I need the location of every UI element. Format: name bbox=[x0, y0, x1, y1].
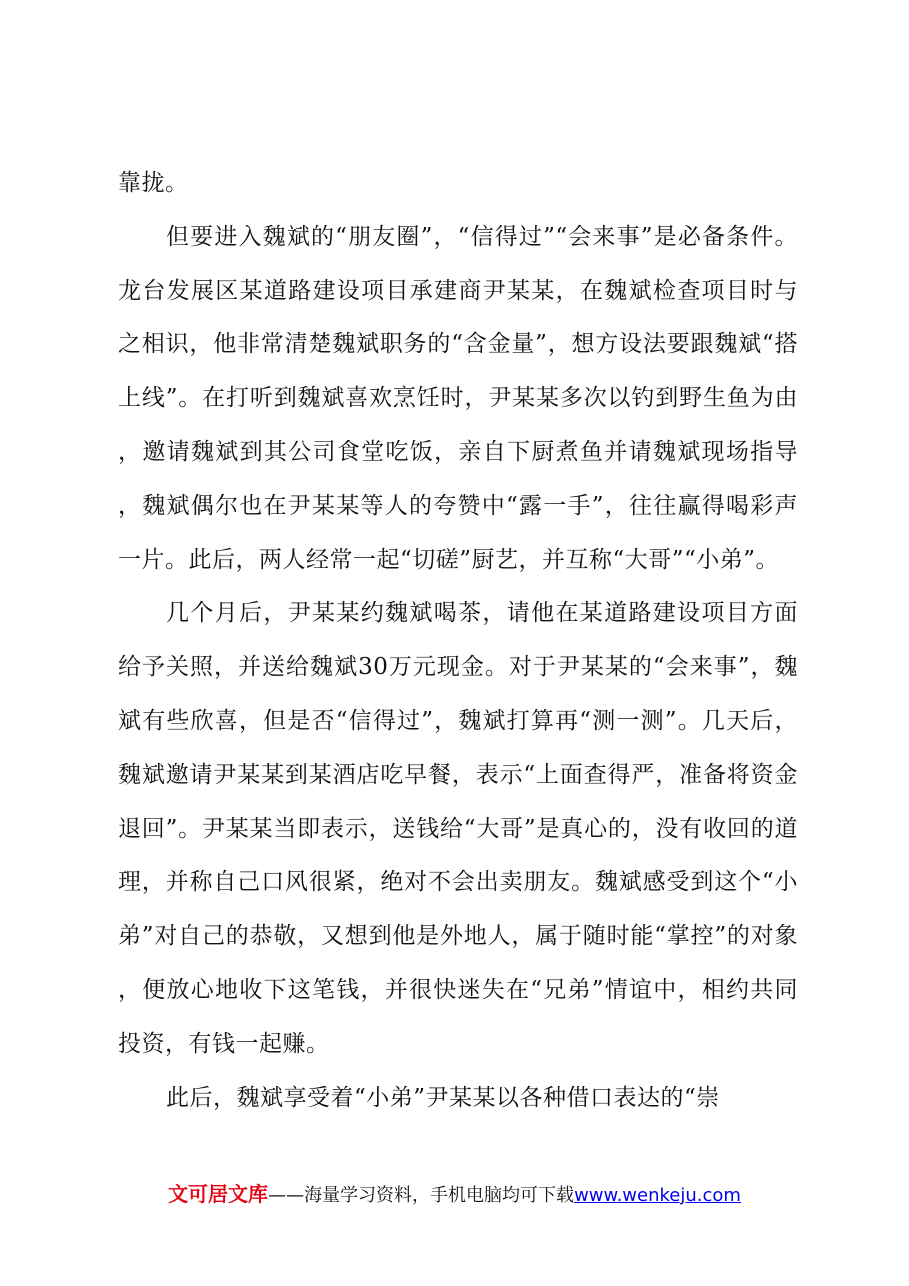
footer-slogan: ——海量学习资料，手机电脑均可下载 bbox=[268, 1185, 575, 1206]
document-body bbox=[118, 157, 798, 1125]
footer-url-link[interactable]: www.wenkeju.com bbox=[574, 1185, 741, 1206]
paragraph-4: 此后，魏斌享受着“小弟”尹某某以各种借口表达的“崇 bbox=[166, 1084, 720, 1111]
paragraph-1: 靠拢。 bbox=[118, 170, 189, 196]
paragraph-3: 几个月后，尹某某约魏斌喝茶，请他在某道路建设项目方面给予关照，并送给魏斌30万元现金。对于尹某某的“会来事”，魏斌有些欣喜，但是否“信得过”，魏斌打算再“测一测”。几天后，魏斌邀请尹某某到某酒店吃早餐，表示“上面查得严，准备将资金退回”。尹某某当即表示，送钱给“大哥”是真心的，没有收回的道理，并称自己口风很紧，绝对不会出卖朋友。魏斌感受到这个“小弟”对自己的恭敬，又想到他是外地人，属于随时能“掌控”的对象，便放心地收下这笔钱，并很快迷失在“兄弟”情谊中，相约共同投资，有钱一起赚。 bbox=[118, 600, 798, 1057]
page-footer bbox=[0, 1180, 909, 1210]
paragraph-2: 但要进入魏斌的“朋友圈”，“信得过”“会来事”是必备条件。龙台发展区某道路建设项目承建商尹某某，在魏斌检查项目时与之相识，他非常清楚魏斌职务的“含金量”，想方设法要跟魏斌“搭上线”。在打听到魏斌喜欢烹饪时，尹某某多次以钓到野生鱼为由，邀请魏斌到其公司食堂吃饭，亲自下厨煮鱼并请魏斌现场指导，魏斌偶尔也在尹某某等人的夸赞中“露一手”，往往赢得喝彩声一片。此后，两人经常一起“切磋”厨艺，并互称“大哥”“小弟”。 bbox=[118, 223, 798, 573]
footer-brand: 文可居文库 bbox=[168, 1182, 269, 1206]
